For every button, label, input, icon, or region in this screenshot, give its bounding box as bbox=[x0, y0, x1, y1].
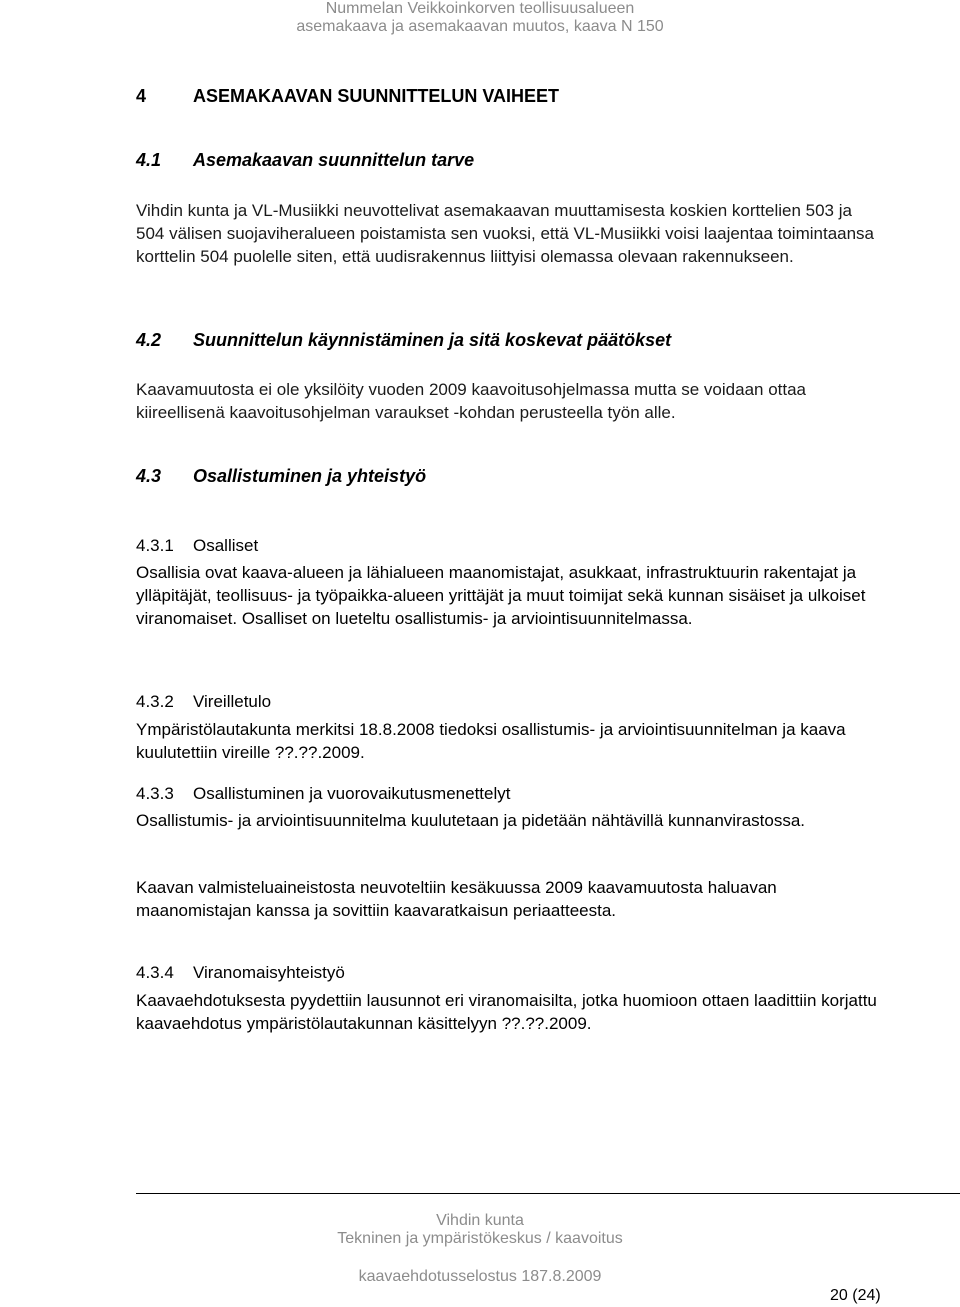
section-4-3-4-text: Kaavaehdotuksesta pyydettiin lausunnot eri viranomaisilta, jotka huomioon ottaen laadittiin korjattu kaavaehdotus ympäristölautakunnan käsittelyyn ??.??.2009. bbox=[136, 991, 877, 1033]
chapter-number: 4 bbox=[136, 86, 147, 106]
section-4-1-text: Vihdin kunta ja VL-Musiikki neuvottelivat asemakaavan muuttamisesta koskien korttelien 503 ja 504 välisen suojaviheralueen poistamista sen vuoksi, että VL-Musiikki voisi laajentaa toimintaansa korttelin 504 puolelle siten, että uudisrakennus liittyisi olemassa olevaan rakennukseen. bbox=[136, 201, 875, 266]
section-4-1-heading bbox=[136, 150, 474, 171]
section-4-2-text: Kaavamuutosta ei ole yksilöity vuoden 2009 kaavoitusohjelmassa mutta se voidaan ottaa kiireellisenä kaavoitusohjelman varaukset -kohdan perusteella työn alle. bbox=[136, 380, 807, 422]
section-4-1-number: 4.1 bbox=[136, 150, 162, 170]
section-4-3-2-title: Vireilletulo bbox=[193, 692, 272, 711]
section-4-3-2-text: Ympäristölautakunta merkitsi 18.8.2008 tiedoksi osallistumis- ja arviointisuunnitelman ja kaava kuulutettiin vireille ??.??.2009. bbox=[136, 720, 846, 762]
chapter-heading bbox=[136, 86, 559, 107]
footer-doc: kaavaehdotusselostus 187.8.2009 bbox=[358, 1268, 602, 1285]
section-4-3-4-number: 4.3.4 bbox=[136, 963, 174, 982]
header-line-1: Nummelan Veikkoinkorven teollisuusalueen bbox=[325, 0, 635, 17]
section-4-3-3-text-2: Kaavan valmisteluaineistosta neuvoteltiin kesäkuussa 2009 kaavamuutosta haluavan maanomistajan kanssa ja sovittiin kaavaratkaisun periaatteesta. bbox=[136, 878, 777, 920]
section-4-2-number: 4.2 bbox=[136, 330, 162, 350]
page-number: 20 (24) bbox=[830, 1287, 881, 1304]
section-4-2-title: Suunnittelun käynnistäminen ja sitä koskevat päätökset bbox=[193, 330, 672, 350]
section-4-3-1-title: Osalliset bbox=[193, 536, 259, 555]
section-4-3-3-number: 4.3.3 bbox=[136, 784, 174, 803]
section-4-3-4-heading bbox=[136, 963, 345, 983]
section-4-3-title: Osallistuminen ja yhteistyö bbox=[193, 466, 427, 486]
footer-dept: Tekninen ja ympäristökeskus / kaavoitus bbox=[337, 1230, 623, 1247]
section-4-3-1-number: 4.3.1 bbox=[136, 536, 174, 555]
section-4-3-2-heading bbox=[136, 692, 271, 712]
footer-divider bbox=[136, 1193, 960, 1194]
chapter-title: ASEMAKAAVAN SUUNNITTELUN VAIHEET bbox=[193, 86, 560, 106]
header-line-2: asemakaava ja asemakaavan muutos, kaava N 150 bbox=[296, 18, 664, 35]
section-4-3-2-number: 4.3.2 bbox=[136, 692, 174, 711]
section-4-3-1-text: Osallisia ovat kaava-alueen ja lähialueen maanomistajat, asukkaat, infrastruktuurin rakentajat ja ylläpitäjät, teollisuus- ja työpaikka-alueen yrittäjät ja muut toimijat sekä kunnan sisäiset ja ulkoiset viranomaiset. Osalliset on lueteltu osallistumis- ja arviointisuunnitelmassa. bbox=[136, 563, 866, 628]
section-4-3-3-title: Osallistuminen ja vuorovaikutusmenettelyt bbox=[193, 784, 511, 803]
section-4-3-3-heading bbox=[136, 784, 510, 804]
section-4-2-heading bbox=[136, 330, 671, 351]
section-4-1-title: Asemakaavan suunnittelun tarve bbox=[193, 150, 475, 170]
section-4-3-4-title: Viranomaisyhteistyö bbox=[193, 963, 345, 982]
section-4-3-heading bbox=[136, 466, 426, 487]
section-4-3-number: 4.3 bbox=[136, 466, 162, 486]
footer-org: Vihdin kunta bbox=[436, 1212, 524, 1229]
section-4-3-1-heading bbox=[136, 536, 258, 556]
section-4-3-3-text-1: Osallistumis- ja arviointisuunnitelma kuulutetaan ja pidetään nähtävillä kunnanvirastossa. bbox=[136, 811, 806, 830]
